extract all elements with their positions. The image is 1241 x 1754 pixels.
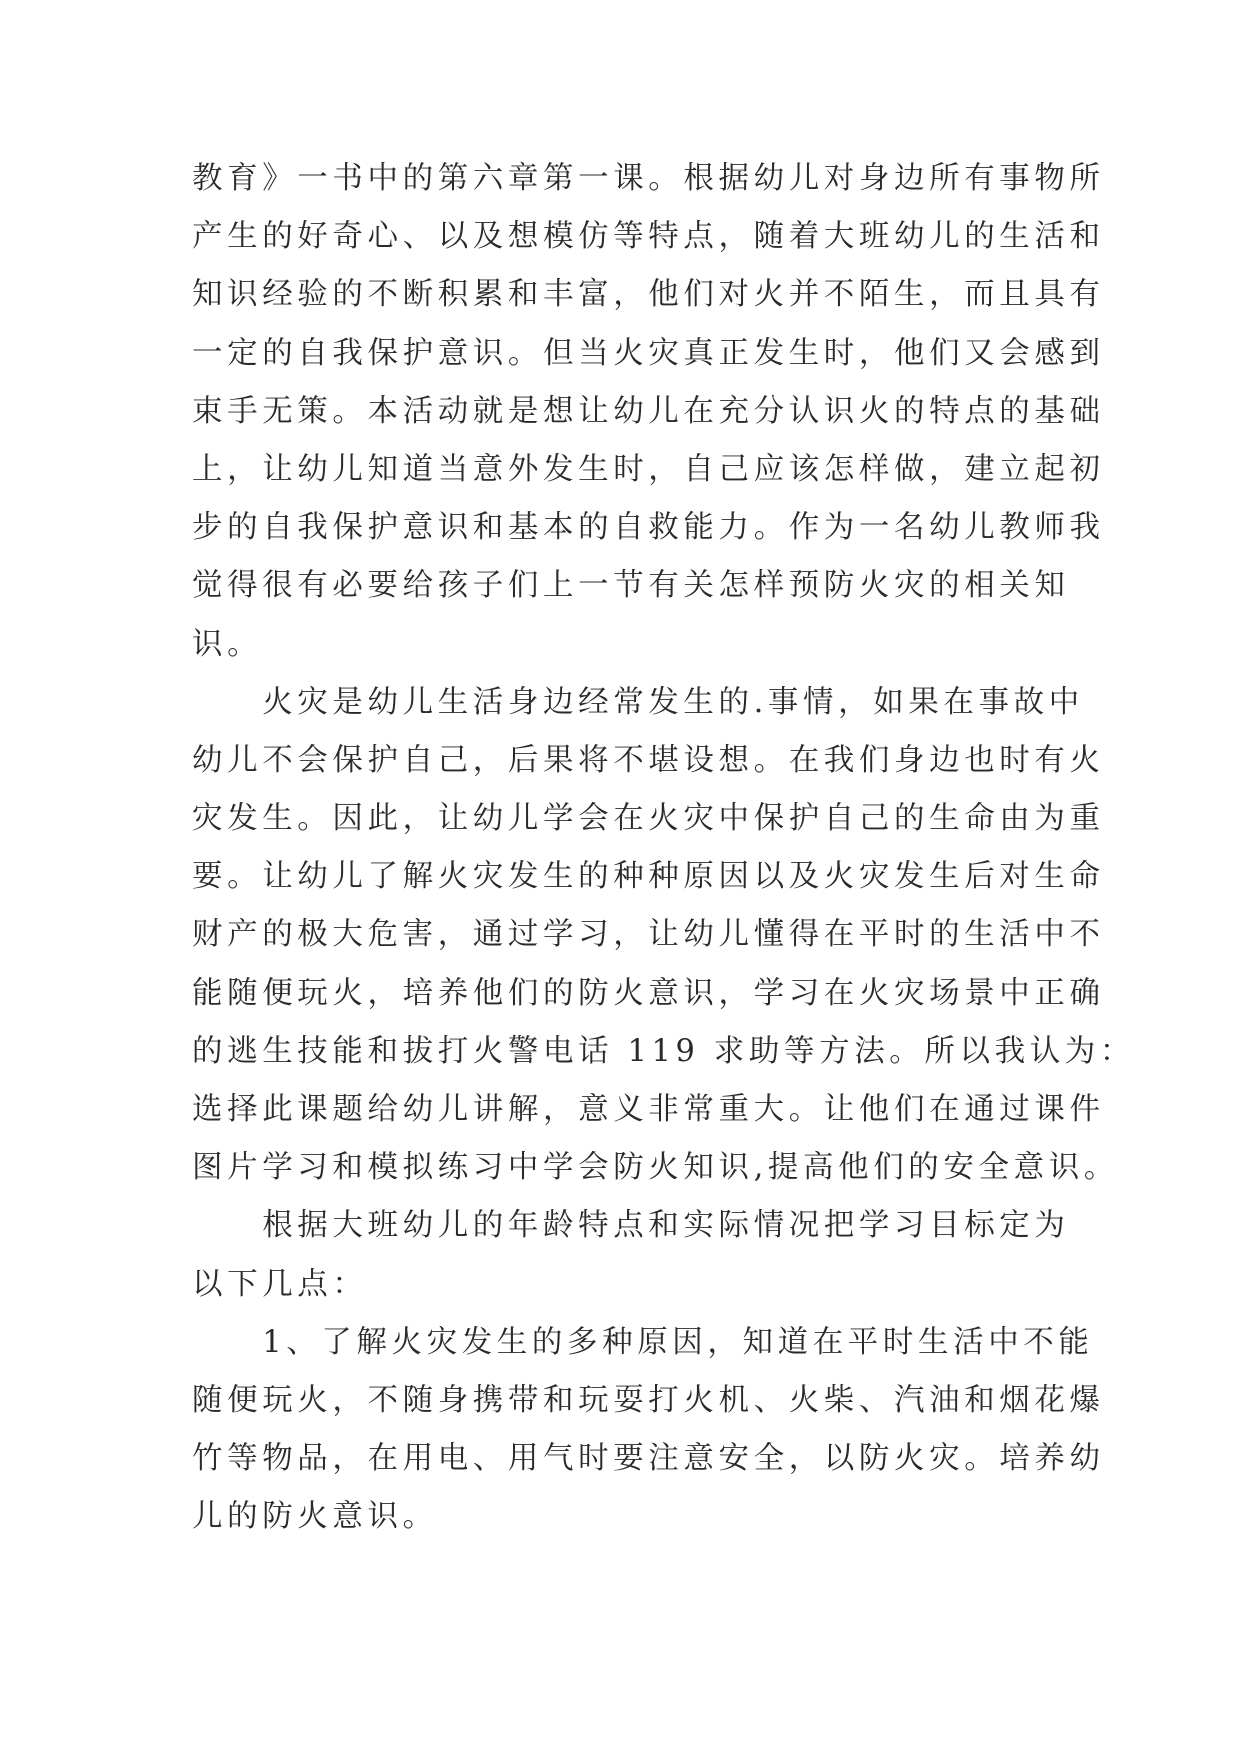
text-line: 一定的自我保护意识。但当火灾真正发生时，他们又会感到 bbox=[192, 335, 1105, 371]
text-line: 要。让幼儿了解火灾发生的种种原因以及火灾发生后对生命 bbox=[192, 859, 1105, 895]
text-line: 知识经验的不断积累和丰富，他们对火并不陌生，而且具有 bbox=[192, 277, 1105, 313]
text-line: 随便玩火，不随身携带和玩耍打火机、火柴、汽油和烟花爆 bbox=[192, 1382, 1105, 1418]
text-line: 幼儿不会保护自己，后果将不堪设想。在我们身边也时有火 bbox=[192, 742, 1105, 778]
body-text bbox=[192, 150, 1136, 1547]
text-line: 图片学习和模拟练习中学会防火知识,提高他们的安全意识。 bbox=[192, 1150, 1119, 1186]
text-line: 1、了解火灾发生的多种原因，知道在平时生活中不能 bbox=[192, 1324, 1094, 1360]
text-line: 觉得很有必要给孩子们上一节有关怎样预防火灾的相关知 bbox=[192, 568, 1070, 604]
text-line: 步的自我保护意识和基本的自救能力。作为一名幼儿教师我 bbox=[192, 510, 1105, 546]
text-line: 火灾是幼儿生活身边经常发生的.事情，如果在事故中 bbox=[192, 684, 1084, 720]
text-line: 能随便玩火，培养他们的防火意识，学习在火灾场景中正确 bbox=[192, 975, 1105, 1011]
text-line: 儿的防火意识。 bbox=[192, 1499, 438, 1535]
text-line: 灾发生。因此，让幼儿学会在火灾中保护自己的生命由为重 bbox=[192, 801, 1105, 837]
text-line: 竹等物品，在用电、用气时要注意安全，以防火灾。培养幼 bbox=[192, 1441, 1105, 1477]
text-line: 以下几点： bbox=[192, 1266, 368, 1302]
text-line: 选择此课题给幼儿讲解，意义非常重大。让他们在通过课件 bbox=[192, 1092, 1105, 1127]
text-line: 识。 bbox=[192, 626, 263, 662]
text-line: 产生的好奇心、以及想模仿等特点，随着大班幼儿的生活和 bbox=[192, 219, 1105, 255]
text-line: 教育》一书中的第六章第一课。根据幼儿对身边所有事物所 bbox=[192, 161, 1105, 196]
text-line: 上，让幼儿知道当意外发生时，自己应该怎样做，建立起初 bbox=[192, 451, 1105, 487]
text-line: 束手无策。本活动就是想让幼儿在充分认识火的特点的基础 bbox=[192, 393, 1105, 429]
text-line: 财产的极大危害，通过学习，让幼儿懂得在平时的生活中不 bbox=[192, 917, 1105, 953]
text-line: 的逃生技能和拔打火警电话 119 求助等方法。所以我认为： bbox=[192, 1033, 1136, 1069]
text-line: 根据大班幼儿的年龄特点和实际情况把学习目标定为 bbox=[192, 1208, 1070, 1244]
